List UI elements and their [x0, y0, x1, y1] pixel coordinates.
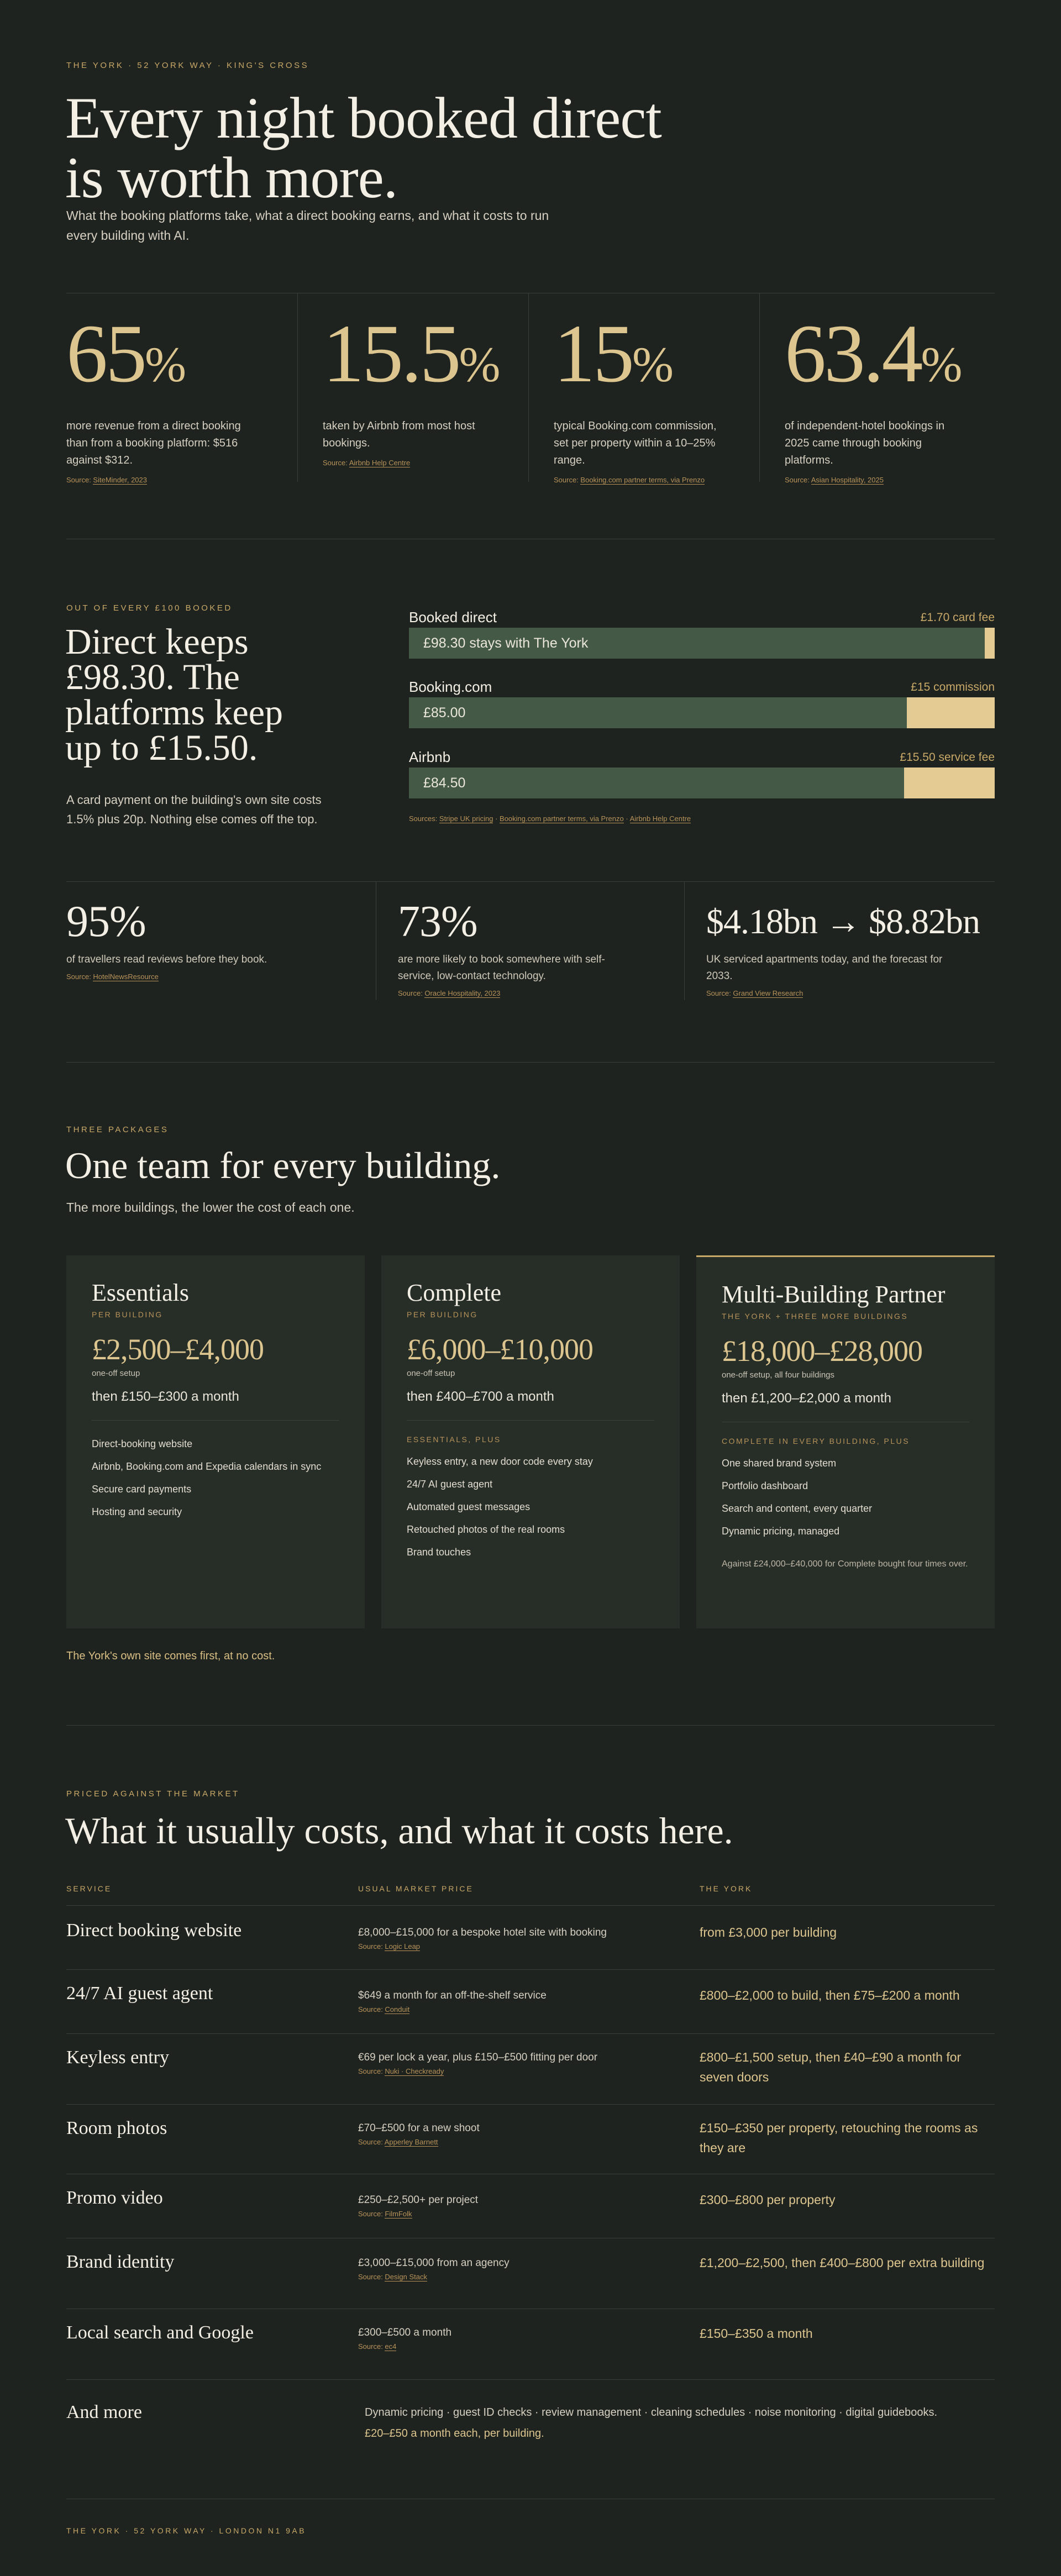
package-setup: one-off setup: [92, 1369, 140, 1378]
package-features: [722, 1452, 969, 1543]
our-price: £150–£350 per property, retouching the rooms as they are: [700, 2121, 978, 2155]
package-feature: Secure card payments: [92, 1484, 192, 1495]
package-price: £2,500–£4,000: [92, 1333, 264, 1366]
table-row-more: [66, 2379, 995, 2499]
stat-card: [66, 897, 354, 981]
stat-card: [323, 308, 522, 501]
packages-eyebrow: THREE PACKAGES: [66, 1125, 169, 1134]
hero-subtitle-line: What the booking platforms take, what a direct booking earns, and what it costs to run: [66, 208, 549, 223]
table-row: [66, 1905, 995, 1969]
package-feature: Airbnb, Booking.com and Expedia calendars in sync: [92, 1461, 322, 1472]
market-price: £3,000–£15,000 from an agency Source: Design Stack: [358, 2257, 510, 2281]
bar-kept-label: £85.00: [423, 705, 466, 721]
stat-description: taken by Airbnb from most host bookings.: [323, 420, 475, 449]
bar-track: [409, 697, 995, 728]
service-name: 24/7 AI guest agent: [66, 1983, 213, 2004]
packages-footnote: The York's own site comes first, at no cost.: [66, 1650, 275, 1662]
divider: [66, 1725, 995, 1726]
package-feature: Retouched photos of the real rooms: [407, 1524, 565, 1535]
package-tag: PER BUILDING: [92, 1310, 163, 1319]
our-price: £800–£1,500 setup, then £40–£90 a month for seven doors: [700, 2050, 962, 2084]
divider: [528, 293, 529, 482]
stat-source: Source: Grand View Research: [706, 989, 803, 997]
hero-title-line: Every night booked direct: [65, 86, 661, 150]
service-name: Local search and Google: [66, 2322, 254, 2343]
package-name: Multi-Building Partner: [722, 1281, 946, 1308]
hero-subtitle-line: every building with AI.: [66, 228, 190, 243]
service-name: Room photos: [66, 2118, 167, 2138]
our-price: from £3,000 per building: [700, 1925, 837, 1939]
package-feature: Keyless entry, a new door code every stay: [407, 1456, 593, 1467]
package-tag: THE YORK + THREE MORE BUILDINGS: [722, 1312, 908, 1321]
stat-description: of independent-hotel bookings in 2025 came through booking platforms.: [785, 420, 945, 466]
stat-card: [554, 308, 753, 501]
divider: [66, 881, 995, 882]
packages-title: One team for every building.: [65, 1144, 501, 1186]
stat-number: $4.18bn → $8.82bn: [706, 902, 980, 941]
package-feature: Direct-booking website: [92, 1438, 193, 1449]
hero-subtitle: [66, 206, 549, 245]
source-link[interactable]: Stripe UK pricing: [439, 814, 493, 823]
stat-number: 63.4%: [785, 308, 963, 399]
source-link[interactable]: Design Stack: [385, 2273, 428, 2281]
source-link[interactable]: Oracle Hospitality, 2023: [424, 989, 501, 997]
stat-number: 73%: [398, 897, 477, 946]
stat-source: Source: HotelNewsResource: [66, 972, 159, 981]
divider: [407, 1420, 654, 1421]
market-eyebrow: PRICED AGAINST THE MARKET: [66, 1789, 240, 1799]
market-price: $649 a month for an off-the-shelf service Source: Conduit: [358, 1990, 547, 2014]
bar-fee-label: £15.50 service fee: [900, 751, 995, 764]
package-feature: Hosting and security: [92, 1506, 182, 1517]
our-price: £800–£2,000 to build, then £75–£200 a month: [700, 1988, 960, 2002]
column-header-service: SERVICE: [66, 1884, 112, 1893]
package-card-essentials: [66, 1255, 365, 1628]
stat-number: 15.5%: [323, 308, 501, 399]
divider: [92, 1420, 339, 1421]
stat-card: [398, 897, 674, 997]
split-sources: Sources: Stripe UK pricing · Booking.com partner terms, via Prenzo · Airbnb Help Centre: [409, 814, 691, 823]
market-price: £300–£500 a month Source: ec4: [358, 2327, 452, 2351]
stat-card: [785, 308, 995, 501]
our-price: £150–£350 a month: [700, 2326, 813, 2341]
source-link[interactable]: Booking.com partner terms, via Prenzo: [500, 814, 624, 823]
source-link[interactable]: FilmFolk: [385, 2210, 412, 2218]
package-feature: Dynamic pricing, managed: [722, 1526, 840, 1537]
footer-text: THE YORK · 52 YORK WAY · LONDON N1 9AB: [66, 2526, 307, 2535]
source-link[interactable]: Booking.com partner terms, via Prenzo: [580, 476, 705, 484]
column-header-ours: THE YORK: [700, 1884, 753, 1893]
market-price: €69 per lock a year, plus £150–£500 fitting per door Source: Nuki · Checkready: [358, 2052, 598, 2075]
package-name: Complete: [407, 1279, 502, 1306]
table-row: [66, 2238, 995, 2309]
source-link[interactable]: Nuki · Checkready: [385, 2067, 444, 2075]
bar-fee-label: £15 commission: [911, 681, 995, 693]
stat-card: [706, 900, 994, 997]
source-link[interactable]: Grand View Research: [733, 989, 803, 997]
our-price: £1,200–£2,500, then £400–£800 per extra building: [700, 2256, 985, 2270]
bar-fill-kept: [409, 767, 904, 798]
divider: [297, 293, 298, 482]
market-title: What it usually costs, and what it costs here.: [65, 1810, 733, 1852]
market-price: £8,000–£15,000 for a bespoke hotel site with booking Source: Logic Leap: [358, 1927, 607, 1951]
stat-source: Source: Oracle Hospitality, 2023: [398, 989, 501, 997]
bar-fee-label: £1.70 card fee: [920, 611, 995, 624]
market-price: £250–£2,500+ per project Source: FilmFolk: [358, 2194, 479, 2218]
package-feature: 24/7 AI guest agent: [407, 1479, 493, 1490]
service-name: Direct booking website: [66, 1920, 242, 1941]
stat-description: of travellers read reviews before they book.: [66, 954, 267, 965]
stat-description: are more likely to book somewhere with self- service, low-contact technology.: [398, 954, 605, 982]
package-monthly: then £150–£300 a month: [92, 1389, 239, 1404]
divider: [684, 881, 685, 1000]
stat-number: 15%: [554, 308, 674, 399]
stat-source: Source: Booking.com partner terms, via Prenzo: [554, 476, 705, 484]
package-note: Against £24,000–£40,000 for Complete bought four times over.: [722, 1559, 968, 1569]
stat-number: 65%: [66, 308, 186, 399]
package-monthly: then £400–£700 a month: [407, 1389, 554, 1404]
source-link[interactable]: Conduit: [385, 2005, 410, 2014]
service-name: Keyless entry: [66, 2047, 170, 2068]
bar-kept-label: £98.30 stays with The York: [423, 635, 589, 651]
bar-channel-label: Booked direct: [409, 609, 497, 625]
package-feature: Search and content, every quarter: [722, 1503, 873, 1514]
package-features-heading: COMPLETE IN EVERY BUILDING, PLUS: [722, 1437, 910, 1445]
stat-number: 95%: [66, 897, 146, 946]
bar-kept-label: £84.50: [423, 775, 466, 791]
package-card-complete: [381, 1255, 680, 1628]
source-link[interactable]: Asian Hospitality, 2025: [811, 476, 884, 484]
package-setup: one-off setup, all four buildings: [722, 1370, 835, 1380]
divider: [759, 293, 760, 482]
bar-track: [409, 628, 995, 659]
bar-channel-label: Airbnb: [409, 749, 451, 765]
service-name: And more: [66, 2402, 142, 2422]
packages-subtitle: The more buildings, the lower the cost of each one.: [66, 1200, 355, 1215]
source-link[interactable]: HotelNewsResource: [93, 972, 159, 981]
stat-source: Source: Airbnb Help Centre: [323, 459, 411, 467]
source-link[interactable]: Apperley Barnett: [384, 2138, 438, 2146]
bar-track: [409, 767, 995, 798]
table-row: [66, 1969, 995, 2033]
bar-fill-kept: [409, 697, 907, 728]
stat-description: UK serviced apartments today, and the forecast for 2033.: [706, 954, 943, 982]
package-features-heading: ESSENTIALS, PLUS: [407, 1435, 501, 1444]
package-features: [92, 1433, 339, 1523]
service-name: Brand identity: [66, 2252, 175, 2272]
source-link[interactable]: SiteMinder, 2023: [93, 476, 147, 484]
split-eyebrow: OUT OF EVERY £100 BOOKED: [66, 603, 233, 613]
source-link[interactable]: ec4: [385, 2342, 397, 2351]
source-link[interactable]: Airbnb Help Centre: [349, 459, 411, 467]
divider: [66, 1062, 995, 1063]
package-feature: Brand touches: [407, 1547, 471, 1558]
stat-description: typical Booking.com commission, set per property within a 10–25% range.: [554, 420, 717, 466]
package-name: Essentials: [92, 1279, 189, 1306]
table-row: [66, 2309, 995, 2379]
source-link[interactable]: Airbnb Help Centre: [629, 814, 691, 823]
package-feature: Portfolio dashboard: [722, 1480, 808, 1491]
package-feature: One shared brand system: [722, 1458, 837, 1469]
hero-title-line: is worth more.: [65, 145, 398, 210]
table-row: [66, 2104, 995, 2174]
split-title: Direct keeps £98.30. The platforms keep up to £15.50.: [65, 622, 283, 768]
split-body: A card payment on the building's own site costs 1.5% plus 20p. Nothing else comes off the top.: [66, 793, 322, 826]
table-row: [66, 2174, 995, 2238]
service-name: Promo video: [66, 2188, 163, 2208]
package-monthly: then £1,200–£2,000 a month: [722, 1391, 891, 1406]
market-price: £70–£500 for a new shoot Source: Apperley Barnett: [358, 2122, 480, 2146]
package-card-multi-building: [696, 1255, 995, 1628]
source-link[interactable]: Logic Leap: [385, 1942, 421, 1951]
table-row: [66, 2033, 995, 2104]
package-tag: PER BUILDING: [407, 1310, 478, 1319]
column-header-market: USUAL MARKET PRICE: [358, 1884, 474, 1893]
hero-title: [65, 88, 661, 208]
package-price: £6,000–£10,000: [407, 1333, 593, 1366]
more-services: Dynamic pricing · guest ID checks · review management · cleaning schedules · noise monitoring · digital guidebooks. £20–£50 a month each, per building.: [365, 2406, 938, 2440]
stat-source: Source: SiteMinder, 2023: [66, 476, 147, 484]
stat-description: more revenue from a direct booking than from a booking platform: $516 against $312.: [66, 420, 241, 466]
bar-channel-label: Booking.com: [409, 679, 492, 695]
stat-card: [66, 308, 282, 501]
stat-source: Source: Asian Hospitality, 2025: [785, 476, 884, 484]
package-feature: Automated guest messages: [407, 1501, 530, 1512]
package-setup: one-off setup: [407, 1369, 455, 1378]
hero-eyebrow: THE YORK · 52 YORK WAY · KING'S CROSS: [66, 61, 309, 70]
our-price: £300–£800 per property: [700, 2193, 836, 2207]
package-price: £18,000–£28,000: [722, 1334, 922, 1368]
package-features: [407, 1450, 654, 1564]
